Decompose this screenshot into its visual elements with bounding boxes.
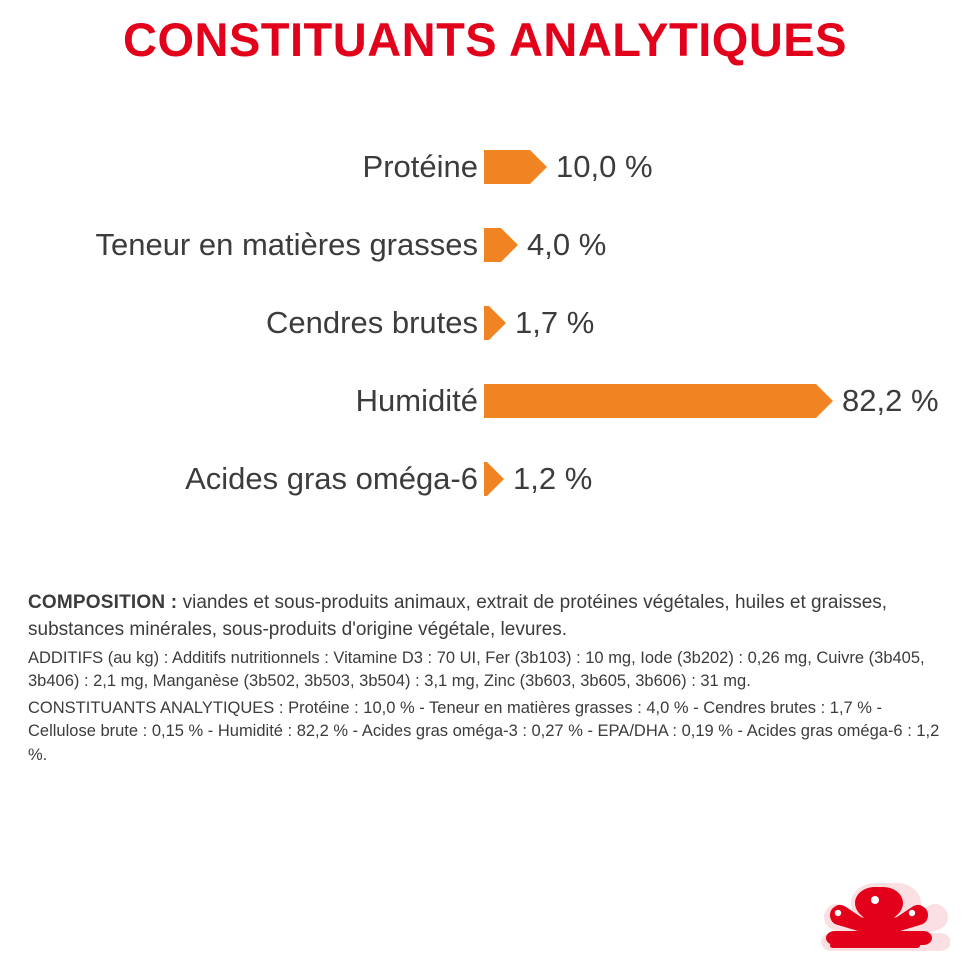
analytical-constituents-line: CONSTITUANTS ANALYTIQUES : Protéine : 10,0 % - Teneur en matières grasses : 4,0 % - Cendres brutes : 1,7 % - Cellulose brute : 0,15 % - Humidité : 82,2 % - Acides gras oméga-3 : 0,27 % - EPA/DHA : 0,19 % - Acides gras oméga-6 : 1,2 %. <box>28 698 940 764</box>
chart-row-label: Teneur en matières grasses <box>95 226 478 262</box>
chart-bar-value: 4,0 % <box>527 226 607 262</box>
composition-line <box>28 590 948 644</box>
chart-row-label: Protéine <box>362 148 478 184</box>
page-title: CONSTITUANTS ANALYTIQUES <box>123 13 847 66</box>
chart-row-bar-wrap <box>484 227 960 263</box>
chart-row-bar-wrap <box>484 461 960 497</box>
chart-row-bar-wrap <box>484 383 960 419</box>
chart-row-bar-wrap <box>484 305 960 341</box>
analytical-constituents-chart <box>0 128 970 518</box>
chart-row <box>0 284 960 362</box>
chart-bar-value: 82,2 % <box>842 382 939 418</box>
composition-heading: COMPOSITION : <box>28 592 178 613</box>
chart-bar-value: 1,2 % <box>513 460 593 496</box>
chart-row <box>0 128 960 206</box>
chart-bar-value: 1,7 % <box>515 304 595 340</box>
chart-bar <box>484 306 489 340</box>
composition-text <box>28 590 948 767</box>
chart-row <box>0 440 960 518</box>
chart-bar <box>484 228 501 262</box>
composition-ingredients: viandes et sous-produits animaux, extrait de protéines végétales, huiles et graisses, substances minérales, sous-produits d'origine végétale, levures. <box>28 592 888 640</box>
chart-row-label: Cendres brutes <box>266 304 478 340</box>
chart-bar <box>484 384 816 418</box>
additives-line: ADDITIFS (au kg) : Additifs nutritionnels : Vitamine D3 : 70 UI, Fer (3b103) : 10 mg, Iode (3b202) : 0,26 mg, Cuivre (3b405, 3b406) : 2,1 mg, Manganèse (3b502, 3b503, 3b504) : 3,1 mg, Zinc (3b603, 3b605, 3b606) : 31 mg. <box>28 648 925 691</box>
chart-row <box>0 362 960 440</box>
chart-row-label: Humidité <box>355 382 478 418</box>
royal-canin-crown-logo <box>800 873 950 963</box>
chart-bar <box>484 150 530 184</box>
chart-bar-value: 10,0 % <box>556 148 653 184</box>
chart-row-bar-wrap <box>484 149 960 185</box>
chart-row-label: Acides gras oméga-6 <box>185 460 478 496</box>
chart-row <box>0 206 960 284</box>
chart-bar <box>484 462 487 496</box>
